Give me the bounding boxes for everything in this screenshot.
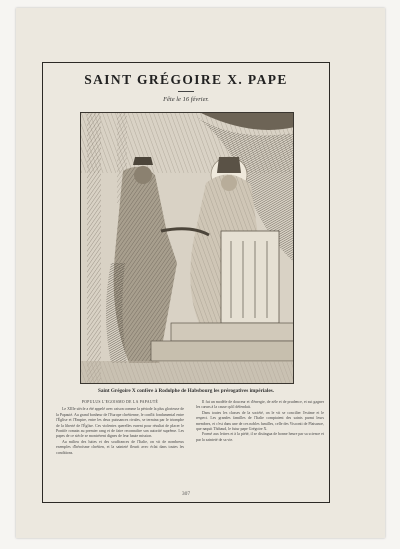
paragraph: Il fut un modèle de douceur et d'énergie, de zèle et de prudence, et sut gagner les cœurs à la cause qu'il défendait. (196, 400, 324, 410)
engraving-illustration (80, 112, 294, 384)
illustration-caption: Saint Grégoire X confère à Rodolphe de Habsbourg les prérogatives impériales. (98, 388, 274, 394)
section-heading: POPULUS L'EGOISMO DE LA PAPAUTÉ (81, 400, 159, 404)
page-title: SAINT GRÉGOIRE X. PAPE (84, 72, 288, 87)
page-number: 307 (181, 491, 191, 497)
paragraph: Formé aux lettres et à la piété, il se distingua de bonne heure par sa science et par la sainteté de sa vie. (196, 432, 324, 442)
feast-day: Fête le 16 février. (163, 96, 209, 103)
article-column-right (196, 400, 324, 443)
title-rule (178, 91, 194, 92)
article-column-left (56, 400, 184, 456)
paragraph: Le XIIIe siècle a été appelé avec raison comme la période la plus glorieuse de la Papauté. Au grand bonheur de l'Europe chrétienne, le conflit fondamental entre l'Église et l'Empire, entre les deux puissances rivales, se termina par le triomphe de la liberté de l'Église. Ces violentes querelles eurent pour résultat de placer le Pontife romain au premier rang et de faire reconnaître son autorité suprême. Les papes de ce siècle se montrèrent dignes de leur haute mission. (56, 407, 184, 439)
engraving-svg (81, 113, 294, 384)
paragraph: Dans toutes les classes de la société, on le vit se concilier l'estime et le respect. Les grandes familles de l'Italie comptaient des saints parmi leurs membres, et c'est dans une de ces nobles familles, celle des Visconti de Plaisance, que naquit Thibaud, le futur pape Grégoire X. (196, 410, 324, 432)
paragraph: Au milieu des luttes et des souffrances de l'Italie, on vit de nombreux exemples d'héroïsme chrétien, et la sainteté fleurit avec éclat dans toutes les conditions. (56, 439, 184, 455)
